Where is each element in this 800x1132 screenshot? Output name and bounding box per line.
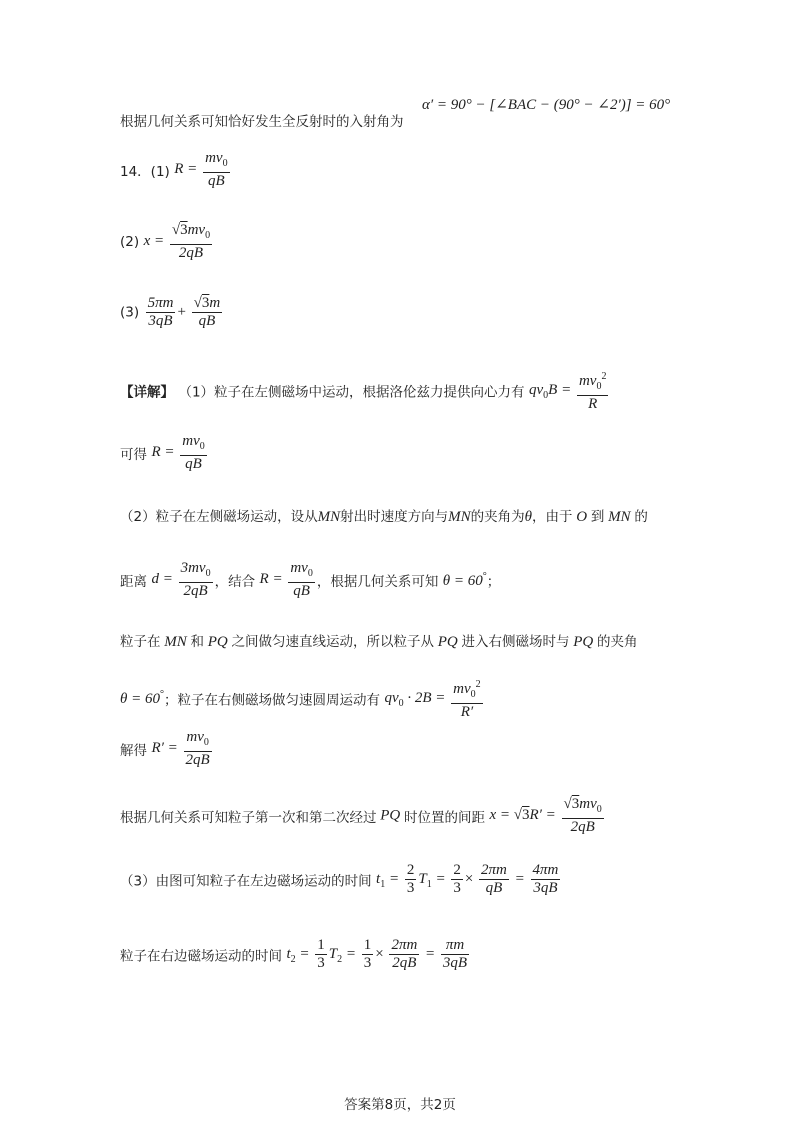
- line-1-text: 根据几何关系可知恰好发生全反射时的入射角为: [120, 114, 404, 130]
- detail-line-1: [120, 368, 610, 413]
- answer-14-1: [120, 150, 232, 190]
- formula-lorentz: $qv_0B$ = $\frac{mv_0^2}{R}$: [529, 382, 610, 398]
- detail-line-2-text: 可得: [120, 447, 147, 463]
- detail-line-2: [120, 433, 209, 473]
- formula-r-2: R = $\frac{mv_0}{qB}$: [151, 433, 205, 472]
- detail-line-3: （2）粒子在左侧磁场运动，设从MN射出时速度方向与MN的夹角为θ，由于 O 到 MN 的: [120, 509, 648, 525]
- answer-14-1-label: 14．(1): [120, 164, 170, 180]
- detail-line-9: （3）由图可知粒子在左边磁场运动的时间 $t_1$ = $\frac{2}{3}$ $T_1$ = $\frac{2}{3}$ × $\frac{2\pi m}{qB}$ = $\frac{4\pi m}{3qB}$: [120, 862, 559, 896]
- detail-line-4: 距离 d = $\frac{3mv_0}{2qB}$ ，结合 R = $\frac{mv_0}{qB}$ ，根据几何关系可知 θ = 60°；: [120, 560, 501, 599]
- line-1: [120, 110, 404, 130]
- formula-t-total: $\frac{5\pi m}{3qB}$ + $\frac{√3m}{qB}$: [147, 295, 221, 329]
- answer-14-2: [120, 222, 214, 262]
- detail-line-1-text: （1）粒子在左侧磁场中运动，根据洛伦兹力提供向心力有: [178, 384, 525, 401]
- formula-x: x = $\frac{√3mv_0}{2qB}$: [143, 222, 211, 261]
- detail-line-7: 解得 R′ = $\frac{mv_0}{2qB}$: [120, 729, 210, 768]
- answer-14-2-label: (2): [120, 234, 140, 250]
- detail-line-10: 粒子在右边磁场运动的时间 $t_2$ = $\frac{1}{3}$ $T_2$ = $\frac{1}{3}$ × $\frac{2\pi m}{2qB}$ = $\frac{\pi m}{3qB}$: [120, 937, 468, 971]
- formula-d: d = $\frac{3mv_0}{2qB}$: [151, 560, 211, 599]
- detail-line-5: 粒子在 MN 和 PQ 之间做匀速直线运动，所以粒子从 PQ 进入右侧磁场时与 PQ 的夹角: [120, 634, 638, 650]
- line-1-equation: α′ = 90° − [∠BAC − (90° − ∠2′)] = 60°: [422, 97, 671, 113]
- page-footer: 答案第8页，共2页: [344, 1097, 456, 1113]
- answer-14-3-label: (3): [120, 304, 140, 321]
- formula-r: R = $\frac{mv_0}{qB}$: [174, 150, 228, 189]
- detail-line-6: θ = 60°；粒子在右侧磁场做匀速圆周运动有 $qv_0 \cdot 2B$ = $\frac{mv_0^2}{R'}$: [120, 676, 485, 721]
- answer-14-3: [120, 295, 224, 330]
- detail-line-8: 根据几何关系可知粒子第一次和第二次经过 PQ 时位置的间距 x = √3R′ = $\frac{√3mv_0}{2qB}$: [120, 796, 602, 835]
- detail-heading: 【详解】: [120, 384, 174, 401]
